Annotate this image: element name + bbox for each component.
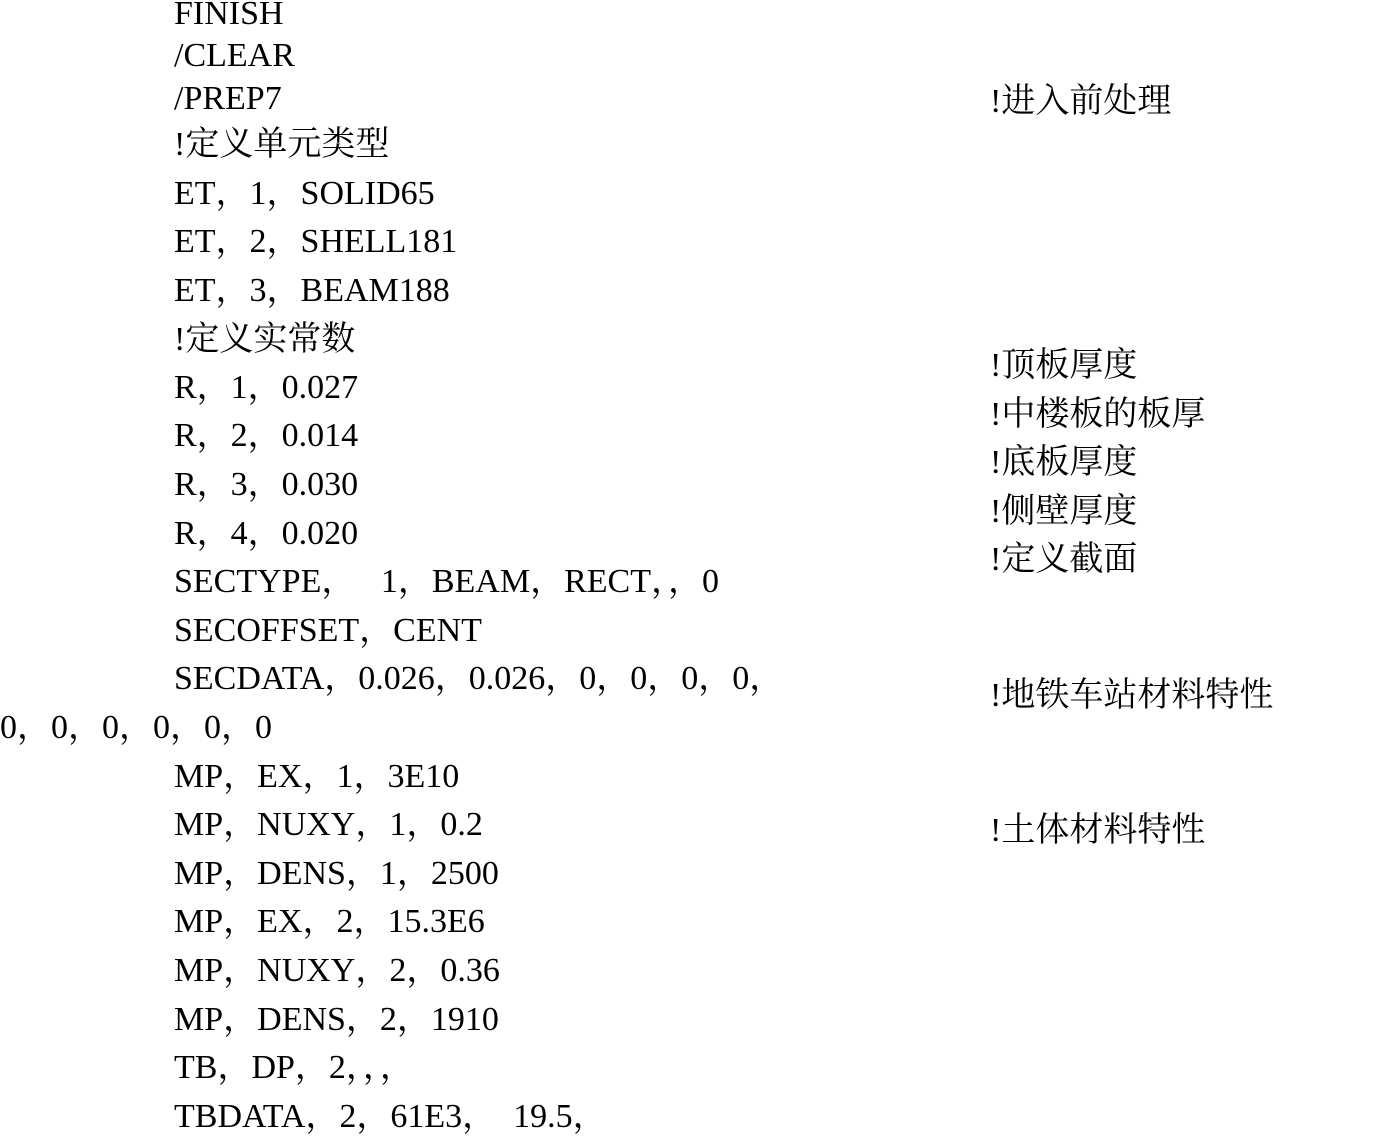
code-line: R，1，0.027 (174, 369, 359, 406)
code-line: MP，NUXY，1，0.2 (174, 806, 483, 843)
code-line: ET，1，SOLID65 (174, 175, 435, 212)
code-line: MP，EX，1，3E10 (174, 758, 460, 795)
code-line: SECTYPE， 1，BEAM，RECT，，0 (174, 563, 719, 600)
code-line: MP，EX，2，15.3E6 (174, 903, 485, 940)
code-line: MP，NUXY，2，0.36 (174, 952, 500, 989)
code-line: TB，DP，2，，， (174, 1049, 414, 1086)
comment-bottom-slab-thickness: !底板厚度 (990, 444, 1138, 481)
code-line: FINISH (174, 0, 284, 32)
code-line: ET，2，SHELL181 (174, 223, 458, 260)
comment-station-material: !地铁车站材料特性 (990, 677, 1274, 714)
code-line: R，3，0.030 (174, 466, 359, 503)
comment-middle-slab-thickness: !中楼板的板厚 (990, 396, 1206, 433)
code-line: TBDATA，2，61E3， 19.5， (174, 1098, 607, 1135)
code-line: ET，3，BEAM188 (174, 272, 450, 309)
code-line: !定义实常数 (174, 321, 356, 358)
code-line: R，2，0.014 (174, 417, 359, 454)
code-line-wrapped: 0，0，0，0，0，0 (0, 709, 272, 746)
comment-top-slab-thickness: !顶板厚度 (990, 347, 1138, 384)
comment-side-wall-thickness: !侧壁厚度 (990, 493, 1138, 530)
code-line: R，4，0.020 (174, 515, 359, 552)
comment-preprocess: !进入前处理 (990, 83, 1172, 120)
code-line: /PREP7 (174, 80, 282, 117)
code-line: /CLEAR (174, 37, 295, 74)
code-line: !定义单元类型 (174, 126, 390, 163)
code-line: SECOFFSET，CENT (174, 612, 482, 649)
comment-define-section: !定义截面 (990, 541, 1138, 578)
code-line: SECDATA，0.026，0.026，0，0，0，0， (174, 660, 784, 697)
code-line: MP，DENS，1，2500 (174, 855, 499, 892)
code-line: MP，DENS，2，1910 (174, 1001, 499, 1038)
comment-soil-material: !土体材料特性 (990, 812, 1206, 849)
